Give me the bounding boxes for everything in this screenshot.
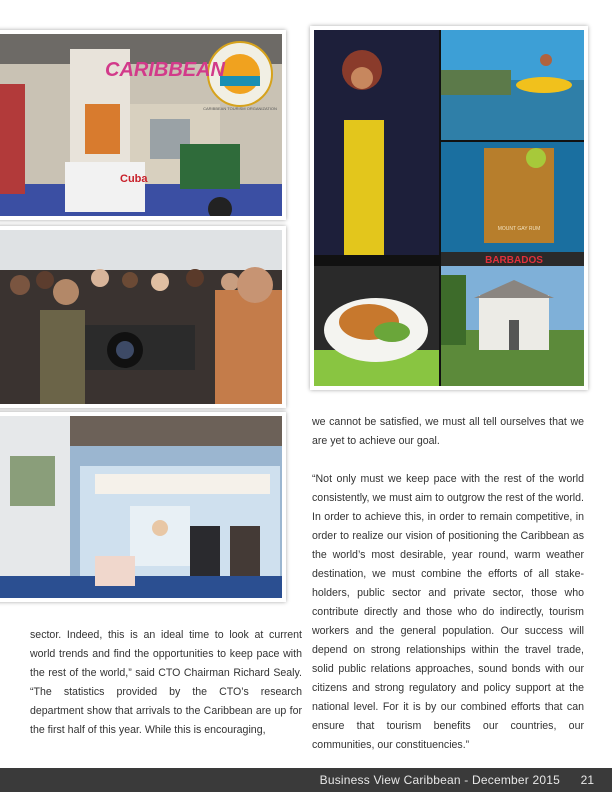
booth-sign-text: Cuba xyxy=(120,173,148,185)
collage-illustration xyxy=(314,30,584,386)
photo-caribbean-booth xyxy=(0,30,286,220)
article-paragraph-continued: we cannot be satisfied, we must all tell ourselves that we are yet to achieve our goal. xyxy=(312,416,584,447)
article-paragraph-chairman: sector. Indeed, this is an ideal time to look at current world trends and find the opportunities to keep pace with the rest of the world,” said CTO Chairman Richard Sealy. “The statistics provided by the CTO’s research department show that arrivals to the Caribbean are up for the first half of this year. While this is encouraging, xyxy=(30,629,302,736)
photo-exhibition-hall xyxy=(0,412,286,602)
article-right-column xyxy=(312,413,584,755)
rum-sign: BARBADOS xyxy=(485,255,543,266)
hall-illustration xyxy=(0,416,282,598)
rum-label: MOUNT GAY RUM xyxy=(497,226,541,232)
photo-barbados-collage xyxy=(310,26,588,390)
booth-org-text: CARIBBEAN TOURISM ORGANIZATION xyxy=(203,106,277,111)
article-left-column xyxy=(30,626,302,740)
photo-press-crowd xyxy=(0,226,286,408)
crowd-illustration xyxy=(0,230,282,404)
article-quote-paragraph: “Not only must we keep pace with the rest of the world consistently, we must aim to outgrow the rest of the world. In order to achieve this, in order to remain competitive, in order to realize our vision of positioning the Caribbean as the world’s most desirable, year round, warm weather destination, we must combine the efforts of all stake-holders, public sector and private sector, those who contribute directly and those who do indirectly, tourism workers and the general population. Our success will depend on strong relationships within the travel trade, solid public relations approaches, sound bonds with our citizens and strong regulatory and policy support at the national level. For it is by our combined efforts that can ensure that tourism benefits our countries, our communities, our constituencies.” xyxy=(312,473,584,751)
page-footer xyxy=(0,768,612,792)
booth-logo-text: CARIBBEAN xyxy=(105,59,225,81)
page-number: 21 xyxy=(580,773,594,787)
publication-title: Business View Caribbean - December 2015 xyxy=(319,773,560,787)
booth-illustration xyxy=(0,34,282,216)
